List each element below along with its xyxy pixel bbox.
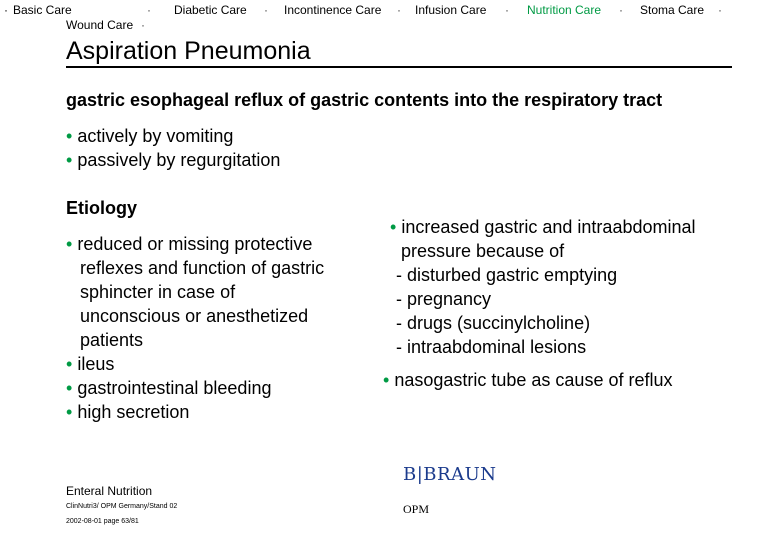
bullet-icon: • — [383, 370, 390, 390]
bullet-icon: • — [66, 378, 73, 398]
nav-separator: · — [505, 3, 509, 17]
list-item-text: passively by regurgitation — [77, 150, 281, 170]
etiology-heading: Etiology — [66, 198, 137, 218]
nav-nutrition-care[interactable]: Nutrition Care — [527, 3, 602, 17]
bullet-icon: • — [66, 402, 73, 422]
list-item — [66, 352, 324, 376]
sub-item: - disturbed gastric emptying — [396, 265, 618, 285]
top-navigation — [0, 3, 780, 33]
list-item — [66, 400, 324, 424]
bullet-icon: • — [66, 150, 73, 170]
list-item-text: ileus — [77, 354, 115, 374]
nav-separator: · — [397, 3, 401, 17]
page-subtitle: gastric esophageal reflux of gastric contents into the respiratory tract — [66, 90, 663, 110]
bullet-icon: • — [66, 126, 73, 146]
bullet-icon: • — [390, 217, 397, 237]
footer-section-label: Enteral Nutrition — [66, 484, 153, 498]
etiology-right-list — [390, 215, 696, 359]
etiology-left-list — [66, 232, 324, 424]
bullet-icon: • — [66, 234, 73, 254]
nav-basic-care[interactable]: Basic Care — [13, 3, 72, 17]
list-item — [66, 148, 280, 172]
list-item — [66, 124, 280, 148]
bullet-icon: • — [66, 354, 73, 374]
list-item-continuation: pressure because of — [401, 241, 565, 261]
nav-separator: · — [4, 3, 8, 17]
list-item-text: increased gastric and intraabdominal — [401, 217, 696, 237]
list-item-text: nasogastric tube as cause of reflux — [394, 370, 673, 390]
nav-wound-care[interactable]: Wound Care — [66, 18, 134, 32]
nav-infusion-care[interactable]: Infusion Care — [415, 3, 487, 17]
bbraun-logo: B|BRAUN — [403, 464, 497, 485]
list-item-text: reduced or missing protective — [77, 234, 313, 254]
footer-document-code: ClinNutri3/ OPM Germany/Stand 02 — [66, 503, 178, 510]
list-item-text: actively by vomiting — [77, 126, 234, 146]
list-item-continuation: reflexes and function of gastric — [80, 258, 325, 278]
intro-bullet-list — [66, 124, 280, 172]
nav-separator: · — [141, 18, 145, 32]
nav-separator: · — [147, 3, 151, 17]
list-item-text: high secretion — [77, 402, 190, 422]
nav-stoma-care[interactable]: Stoma Care — [640, 3, 705, 17]
nav-separator: · — [619, 3, 623, 17]
list-item-continuation: sphincter in case of — [80, 282, 236, 302]
nav-separator: · — [718, 3, 722, 17]
nav-separator: · — [264, 3, 268, 17]
footer-opm-label: OPM — [403, 502, 430, 516]
list-item — [390, 215, 696, 239]
etiology-right-bullet-2 — [383, 368, 672, 392]
list-item — [66, 376, 324, 400]
nav-incontinence-care[interactable]: Incontinence Care — [284, 3, 382, 17]
sub-item: - intraabdominal lesions — [396, 337, 587, 357]
nav-diabetic-care[interactable]: Diabetic Care — [174, 3, 247, 17]
list-item-continuation: patients — [80, 330, 144, 350]
sub-item: - drugs (succinylcholine) — [396, 313, 591, 333]
list-item-continuation: unconscious or anesthetized — [80, 306, 309, 326]
list-item-text: gastrointestinal bleeding — [77, 378, 272, 398]
footer-date-page: 2002-08-01 page 63/81 — [66, 518, 139, 525]
list-item — [66, 232, 324, 256]
sub-item: - pregnancy — [396, 289, 492, 309]
page-title: Aspiration Pneumonia — [66, 36, 732, 68]
